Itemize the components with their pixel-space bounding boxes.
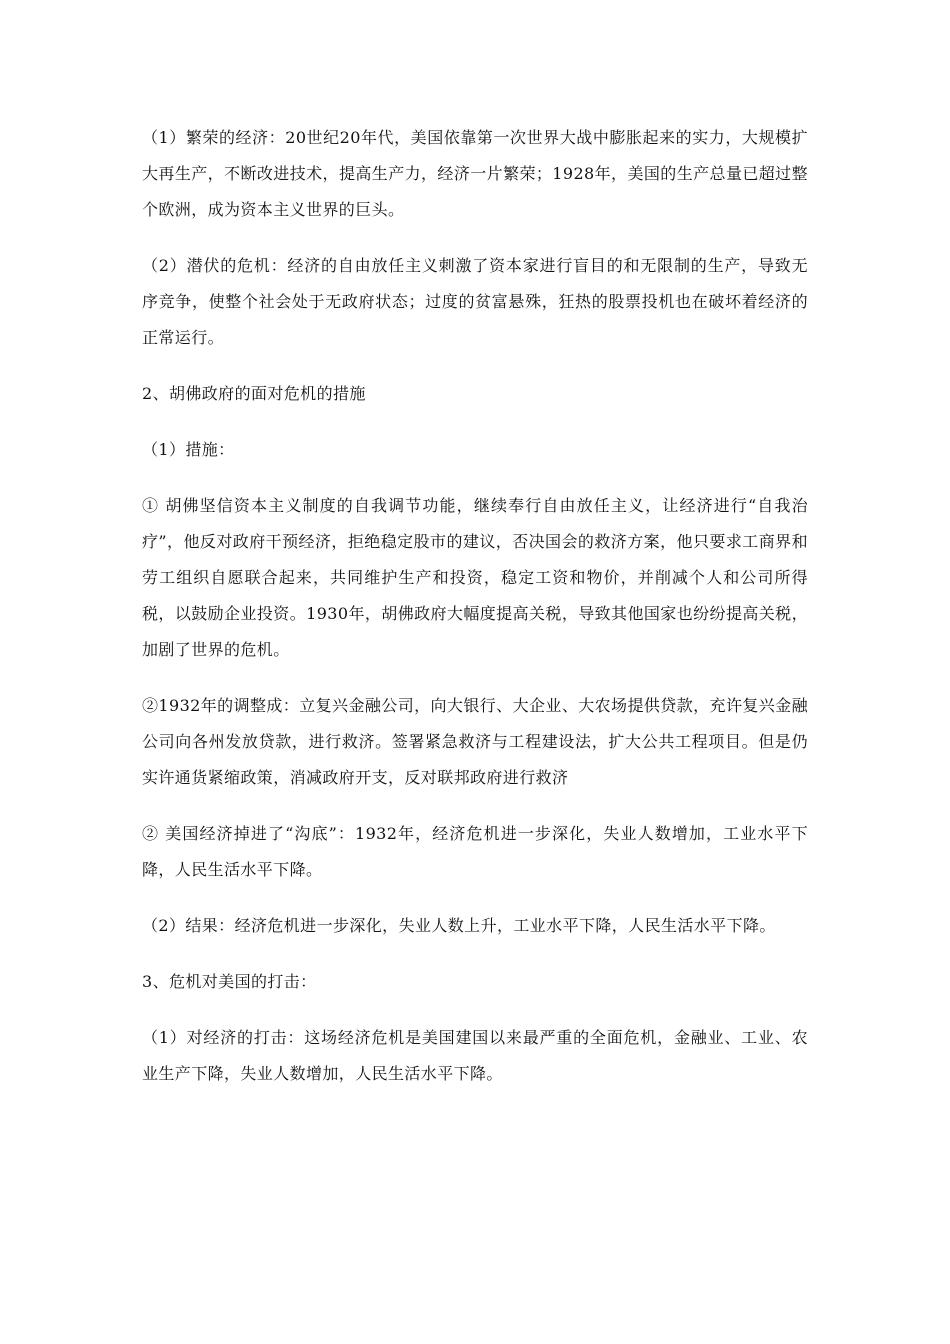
paragraph-hidden-crisis: （2）潜伏的危机：经济的自由放任主义刺激了资本家进行盲目的和无限制的生产，导致无序竞争，使整个社会处于无政府状态；过度的贫富悬殊，狂热的股票投机也在破坏着经济的正常运行。 xyxy=(142,256,808,347)
paragraph-1932-adjustments: ②1932年的调整成：立复兴金融公司，向大银行、大企业、大农场提供贷款，充许复兴金融公司向各州发放贷款，进行救济。签署紧急救济与工程建设法，扩大公共工程项目。但是仍实许通货紧缩政策，消减政府开支，反对联邦政府进行救济 xyxy=(142,696,808,787)
paragraph-hoover-laissez-faire: ① 胡佛坚信资本主义制度的自我调节功能，继续奉行自由放任主义，让经济进行“自我治疗”，他反对政府干预经济，拒绝稳定股市的建议，否决国会的救济方案，他只要求工商界和劳工组织自愿联合起来，共同维护生产和投资，稳定工资和物价，并削减个人和公司所得税，以鼓励企业投资。1930年，胡佛政府大幅度提高关税，导致其他国家也纷纷提高关税，加剧了世界的危机。 xyxy=(142,496,808,659)
document-page xyxy=(142,120,808,1112)
paragraph-economic-impact: （1）对经济的打击：这场经济危机是美国建国以来最严重的全面危机，金融业、工业、农业生产下降，失业人数增加，人民生活水平下降。 xyxy=(142,1028,808,1083)
subheading-measures: （1）措施： xyxy=(142,440,235,459)
paragraph-results: （2）结果：经济危机进一步深化，失业人数上升，工业水平下降，人民生活水平下降。 xyxy=(142,916,776,935)
paragraph-economy-bottom: ② 美国经济掉进了“沟底”：1932年，经济危机进一步深化，失业人数增加，工业水平下降，人民生活水平下降。 xyxy=(142,824,808,879)
section-heading-hoover-measures: 2、胡佛政府的面对危机的措施 xyxy=(142,384,366,403)
section-heading-crisis-impact: 3、危机对美国的打击： xyxy=(142,972,317,991)
paragraph-prosperous-economy: （1）繁荣的经济：20世纪20年代，美国依靠第一次世界大战中膨胀起来的实力，大规模扩大再生产，不断改进技术，提高生产力，经济一片繁荣；1928年，美国的生产总量已超过整个欧洲，成为资本主义世界的巨头。 xyxy=(142,128,808,219)
